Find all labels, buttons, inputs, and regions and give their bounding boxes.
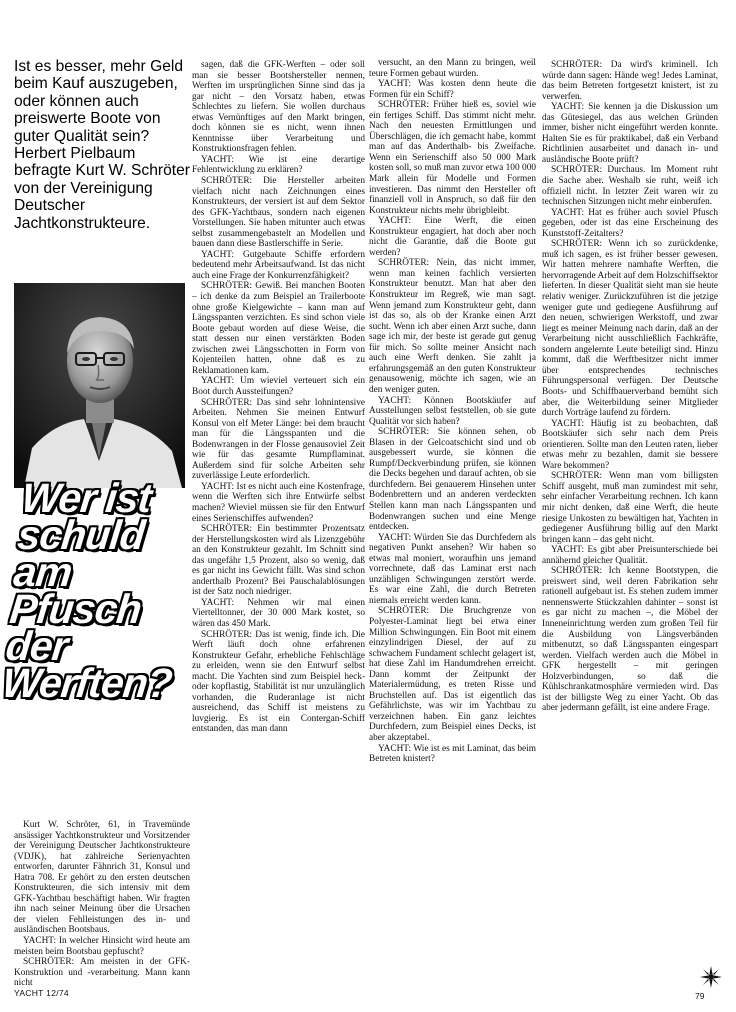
bio-paragraph: Kurt W. Schröter, 61, in Travemünde ansässiger Yachtkonstrukteur und Vorsitzender der Vereinigung Deutscher Jachtkonstrukteure (VDJK), hat zahlreiche Serienyachten entworfen, darunter Fähnrich 31, Konsul und Hatra 708. Er gehört zu den ersten deutschen Konstrukteuren, die sich intensiv mit dem GFK-Yachtbau beschäftigt haben. Wir fragten ihn nach seiner Meinung über die Ursachen der vielen Fehlleistungen des in- und ausländischen Bootsbaus. <box>14 820 190 936</box>
paragraph: SCHRÖTER: Früher hieß es, soviel wie ein fertiges Schiff. Das stimmt nicht mehr. Nach den neuesten Ermittlungen und Überschlägen, die ich gemacht habe, kommt man auf das Anderthalb- bis Zweifache. Wenn ein Serienschiff also 50 000 Mark kosten soll, so muß man zuvor etwa 100 000 Mark allein für Modelle und Formen investieren. Das nimmt den Hersteller oft finanziell voll in Anspruch, so daß für den Konstrukteur nichts mehr übrigbleibt. <box>369 100 536 216</box>
paragraph: SCHRÖTER: Die Hersteller arbeiten vielfach nicht nach Zeichnungen eines Konstrukteurs, der versiert ist auf dem Sektor des GFK-Yachtbaus, sondern nach eigenen Vorstellungen. Sie haben mitunter auch etwas selbst zusammengebastelt an Modellen und bauen dann diese Bastlerschiffe in Serie. <box>192 176 365 250</box>
bio-paragraph: SCHRÖTER: Am meisten in der GFK-Konstruktion und -verarbeitung. Mann kann nicht <box>14 957 190 989</box>
paragraph: YACHT: Wie ist es mit Laminat, das beim Betreten knistert? <box>369 743 536 765</box>
paragraph: YACHT: Häufig ist zu beobachten, daß Bootskäufer sich sehr nach dem Preis orientieren. Sollte man den Leuten raten, lieber etwas mehr zu bezahlen, damit sie bessere Ware bekommen? <box>542 418 718 471</box>
paragraph: YACHT: Es gibt aber Preisunterschiede bei annähernd gleicher Qualität. <box>542 545 718 566</box>
paragraph: YACHT: Wie ist eine derartige Fehlentwicklung zu erklären? <box>192 154 365 176</box>
paragraph: YACHT: Würden Sie das Durchfedern als negativen Punkt ansehen? Wir haben so etwas mal moniert, woraufhin uns jemand vorrechnete, daß das Laminat erst nach unzähligen Schwingungen zerstört werde. Es war eine Zahl, die durch Betreten niemals erreicht werden kann. <box>369 532 536 606</box>
paragraph: SCHRÖTER: Wenn man vom billigsten Schiff ausgeht, muß man zumindest mit sehr, sehr einfacher Verarbeitung rechnen. Ich kann mir nicht denken, daß eine Werft, die heute riesige Unkosten zu bewältigen hat, Yachten in gediegener Ausführung billig auf den Markt bringen kann – das geht nicht. <box>542 471 718 545</box>
paragraph: YACHT: Um wieviel verteuert sich ein Boot durch Aussteifungen? <box>192 376 365 397</box>
magazine-issue: YACHT 12/74 <box>14 988 69 998</box>
paragraph: YACHT: Eine Werft, die einen Konstrukteur engagiert, hat doch aber noch nicht die Garantie, daß die Boote gut werden? <box>369 216 536 258</box>
publisher-logo-icon <box>700 966 722 988</box>
paragraph: SCHRÖTER: Die Bruchgrenze von Polyester-Laminat liegt bei etwa einer Million Schwingungen. Ein Boot mit einem einzylindrigen Diesel, der auf zu schwachem Fundament schlecht gelagert ist, hat diese Zahl im Handumdrehen erreicht. Dann kommt der Zeitpunkt der Materialermüdung, es treten Risse und Bruchstellen auf. Das ist eigentlich das Gefährlichste, was wir im Yachtbau zu verzeichnen haben. Ein ganz leichtes Durchfedern, zum Beispiel eines Decks, ist aber akzeptabel. <box>369 606 536 743</box>
paragraph: SCHRÖTER: Wenn ich so zurückdenke, muß ich sagen, es ist früher besser gewesen. Wir hatten mehrere namhafte Werften, die hervorragende Arbeit auf dem Holzschiffsektor lieferten. In dieser Qualität sieht man sie heute relativ weniger. Zurückzuführen ist die jetzige weniger gute und gediegene Ausführung auf den neuen, schwierigen Werkstoff, und zwar liegt es meiner Meinung nach darin, daß an der Verarbeitung nicht ausschließlich Fachkräfte, sondern angelernte Leute beteiligt sind. Hinzu kommt, daß die Werftbesitzer nicht immer über entsprechendes technisches Führungspersonal verfügen. Der Deutsche Boots- und Schiffbauerverband bemüht sich aber, die Weiterbildung seiner Mitglieder durch Vorträge laufend zu fördern. <box>542 239 718 419</box>
paragraph: SCHRÖTER: Ein bestimmter Prozentsatz der Herstellungskosten wird als Lizenzgebühr an den Konstrukteur gezahlt. Im Schnitt sind das ungefähr 1,5 Prozent, also so wenig, daß es gar nicht ins Gewicht fällt. Was sind schon anderthalb Prozent? Bei Pauschalablösungen ist der Satz noch niedriger. <box>192 524 365 598</box>
paragraph: SCHRÖTER: Gewiß. Bei manchen Booten – ich denke da zum Beispiel an Trailerboote ohne große Kielgewichte – kann man auf Längsspanten verzichten. Es sind schon viele Boote gebaut worden auf diese Weise, die statt dessen nur einen verstärkten Boden zwischen zwei Längsschotten in Form von Kojenteilen hatten, ohne daß es zu Reklamationen kam. <box>192 281 365 376</box>
page-number: 79 <box>695 991 705 1001</box>
paragraph: YACHT: Gutgebaute Schiffe erfordern bedeutend mehr Arbeitsaufwand. Ist das nicht auch eine Frage der Konkurrenzfähigkeit? <box>192 249 365 281</box>
paragraph: YACHT: Was kosten denn heute die Formen für ein Schiff? <box>369 79 536 100</box>
article-title: Wer ist schuld am Pfusch der Werften? <box>0 475 174 706</box>
paragraph: YACHT: Können Bootskäufer auf Ausstellungen selbst feststellen, ob sie gute Qualität vor sich haben? <box>369 395 536 427</box>
paragraph: YACHT: Sie kennen ja die Diskussion um das Gütesiegel, das aus welchen Gründen immer, bisher nicht eingeführt werden konnte. Halten Sie es für praktikabel, daß ein Verband Richtlinien ausarbeitet und danach in- und ausländische Boote prüft? <box>542 102 718 165</box>
paragraph: YACHT: Ist es nicht auch eine Kostenfrage, wenn die Werften sich ihre Entwürfe selbst machen? Wieviel müssen sie für den Entwurf eines Serienschiffes aufwenden? <box>192 481 365 524</box>
portrait-photo <box>14 283 185 488</box>
paragraph: SCHRÖTER: Da wird's kriminell. Ich würde dann sagen: Hände weg! Jedes Laminat, das beim Betreten fortgesetzt knistert, ist zu verwerfen. <box>542 60 718 102</box>
bio-paragraph: YACHT: In welcher Hinsicht wird heute am meisten beim Bootsbau gepfuscht? <box>14 936 190 957</box>
paragraph: SCHRÖTER: Nein, das nicht immer, wenn man keinen fachlich versierten Konstrukteur benutzt. Man hat aber den Konstrukteur im Regreß, wie man sagt. Wenn jemand zum Konstrukteur geht, dann ist das so, als ob der Kranke einen Arzt sucht. Wenn ich aber einen Arzt suche, dann sage ich mir, der beste ist gerade gut genug für mich. So sollte meiner Ansicht nach auch eine Werft denken. Sie zahlt ja erfahrungsgemäß an den guten Konstrukteur genausowenig, möchte ich sagen, wie an den weniger guten. <box>369 258 536 395</box>
text-column-4 <box>542 60 718 962</box>
paragraph: YACHT: Nehmen wir mal einen Viertelltonner, der 30 000 Mark kostet, so wären das 450 Mark. <box>192 597 365 629</box>
paragraph: SCHRÖTER: Sie können sehen, ob Blasen in der Gelcoatschicht sind und ob ausgebessert wurde, sie können die Rumpf/Deckverbindung prüfen, sie können die Decks begehen und darauf achten, ob sie durchfedern. Bei genauerem Hinsehen unter Bodenbrettern und an anderen verdeckten Stellen kann man nach Längsspanten und Bodenwrangen suchen und eine Menge entdecken. <box>369 427 536 533</box>
paragraph: SCHRÖTER: Ich kenne Bootstypen, die preiswert sind, weil deren Fabrikation sehr rationell aufgebaut ist. Es stehen zudem immer nennenswerte Stückzahlen dahinter – sonst ist es gar nicht zu machen –, die Möbel der Inneneinrichtung werden zum großen Teil für die Ausbildung von Längsverbänden mitbenutzt, so daß Längsspanten eingespart werden. Vielfach werden auch die Möbel in GFK hergestellt – mit geringen Holzverbindungen, so daß die Kühlschrankatmosphäre vermieden wird. Das ist der billigste Weg zu einer Yacht. Ob das aber jedermann gefällt, ist eine andere Frage. <box>542 566 718 714</box>
paragraph: SCHRÖTER: Das ist wenig, finde ich. Die Werft läuft doch ohne erfahrenen Konstrukteur Gefahr, erhebliche Fehlschläge zu erleiden, wenn sie den Entwurf selbst macht. Die Yachten sind zum Beispiel heck- oder kopflastig, Stabilität ist nur unzulänglich vorhanden, die Ruderanlage ist nicht ausreichend, das Schiff ist meistens zu luvgierig. Es ist ein Contergan-Schiff entstanden, das man dann <box>192 629 365 735</box>
paragraph: sagen, daß die GFK-Werften – oder soll man sie besser Bootshersteller nennen, Werften im ursprünglichen Sinne sind das ja gar nicht – den Vorsatz haben, etwas Schlechtes zu liefern. Sie wollen durchaus etwas Vernünftiges auf den Markt bringen, doch können sie es nicht, wenn ihnen Kenntnisse über Verarbeitung und Konstruktionsfragen fehlen. <box>192 60 365 155</box>
author-bio <box>14 820 190 989</box>
portrait-illustration <box>14 283 185 488</box>
paragraph: SCHRÖTER: Das sind sehr lohnintensive Arbeiten. Nehmen Sie meinen Entwurf Konsul von elf Meter Länge: bei dem braucht man für die Längsspanten und die Bodenwrangen in der Flosse genausoviel Zeit wie für das gesamte Rumpflaminat. Außerdem sind für solche Arbeiten sehr zuverlässige Leute erforderlich. <box>192 397 365 482</box>
paragraph: SCHRÖTER: Durchaus. Im Moment ruht die Sache aber. Weshalb sie ruht, weiß ich offiziell nicht. In letzter Zeit waren wir zu technischen Sitzungen nicht mehr einberufen. <box>542 165 718 208</box>
intro-headline: Ist es besser, mehr Geld beim Kauf auszugeben, oder können auch preiswerte Boote von guter Qualität sein? Herbert Pielbaum befragte Kurt W. Schröter von der Vereinigung Deutscher Jachtkonstrukteure. <box>14 58 190 232</box>
text-column-2 <box>192 60 365 962</box>
paragraph: YACHT: Hat es früher auch soviel Pfusch gegeben, oder ist das eine Erscheinung des Kunststoff-Zeitalters? <box>542 207 718 239</box>
text-column-3 <box>369 58 536 962</box>
paragraph: versucht, an den Mann zu bringen, weil teure Formen gebaut wurden. <box>369 58 536 79</box>
